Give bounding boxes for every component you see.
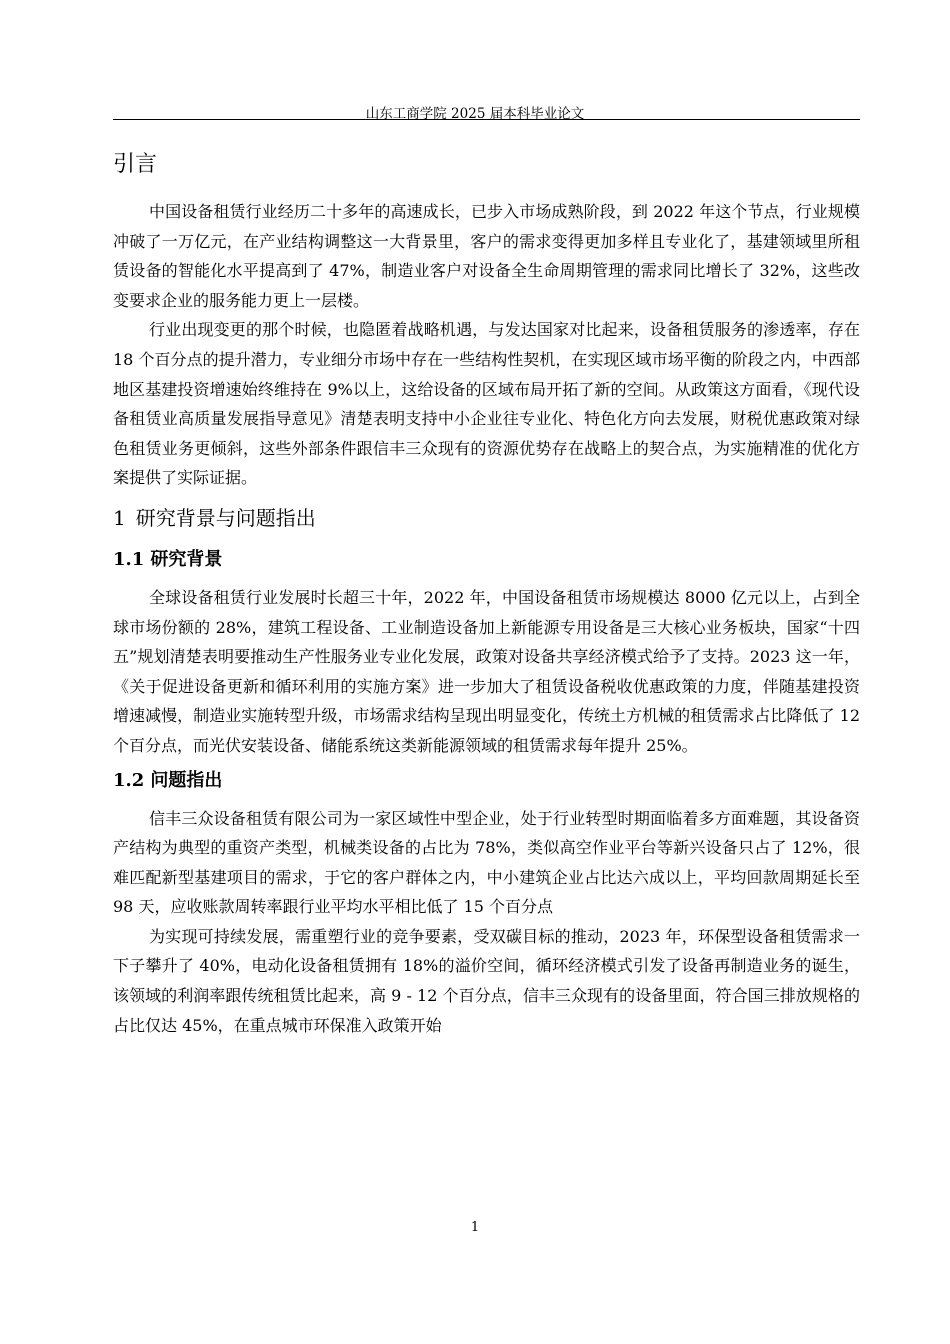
running-header: 山东工商学院 2025 届本科毕业论文 bbox=[365, 106, 585, 122]
section-1-1-paragraph: 全球设备租赁行业发展时长超三十年，2022 年，中国设备租赁市场规模达 8000 亿元以上，占到全球市场份额的 28%，建筑工程设备、工业制造设备加上新能源专用设备是三大核心业务板块，国家“十四五”规划清楚表明要推动生产性服务业专业化发展，政策对设备共享经济模式给予了支持。2023 这一年，《关于促进设备更新和循环利用的实施方案》进一步加大了租赁设备税收优惠政策的力度，伴随基建投资增速减慢，制造业实施转型升级，市场需求结构呈现出明显变化，传统土方机械的租赁需求占比降低了 12 个百分点，而光伏安装设备、储能系统这类新能源领域的租赁需求每年提升 25%。 bbox=[113, 587, 860, 755]
document-body bbox=[113, 140, 860, 1040]
section-1-heading bbox=[113, 496, 860, 540]
section-1-2-heading bbox=[113, 761, 860, 801]
intro-paragraph: 行业出现变更的那个时候，也隐匿着战略机遇，与发达国家对比起来，设备租赁服务的渗透率，存在 18 个百分点的提升潜力，专业细分市场中存在一些结构性契机，在实现区域市场平衡的阶段之内，中西部地区基建投资增速始终维持在 9%以上，这给设备的区域布局开拓了新的空间。从政策这方面看，《现代设备租赁业高质量发展指导意见》清楚表明支持中小企业往专业化、特色化方向去发展，财税优惠政策对绿色租赁业务更倾斜，这些外部条件跟信丰三众现有的资源优势存在战略上的契合点，为实施精准的优化方案提供了实际证据。 bbox=[113, 320, 860, 488]
section-1-2-number: 1.2 bbox=[113, 769, 145, 791]
section-1-2-paragraph: 信丰三众设备租赁有限公司为一家区域性中型企业，处于行业转型时期面临着多方面难题，其设备资产结构为典型的重资产类型，机械类设备的占比为 78%，类似高空作业平台等新兴设备只占了 12%，很难匹配新型基建项目的需求，于它的客户群体之内，中小建筑企业占比达六成以上，平均回款周期延长至 98 天，应收账款周转率跟行业平均水平相比低了 15 个百分点 bbox=[113, 808, 860, 917]
section-1-1-heading bbox=[113, 540, 860, 580]
page-number: 1 bbox=[470, 1220, 480, 1235]
intro-paragraph: 中国设备租赁行业经历二十多年的高速成长，已步入市场成熟阶段，到 2022 年这个节点，行业规模冲破了一万亿元，在产业结构调整这一大背景里，客户的需求变得更加多样且专业化了，基建领域里所租赁设备的智能化水平提高到了 47%，制造业客户对设备全生命周期管理的需求同比增长了 32%，这些改变要求企业的服务能力更上一层楼。 bbox=[113, 202, 860, 310]
section-1-number: 1 bbox=[113, 505, 126, 530]
section-1-2-title: 问题指出 bbox=[150, 769, 223, 791]
intro-heading: 引言 bbox=[113, 152, 158, 177]
section-1-title: 研究背景与问题指出 bbox=[135, 505, 316, 530]
section-1-1-title: 研究背景 bbox=[150, 548, 223, 570]
section-1-1-number: 1.1 bbox=[113, 548, 145, 570]
header-rule bbox=[113, 119, 860, 120]
section-1-2-paragraph: 为实现可持续发展，需重塑行业的竞争要素，受双碳目标的推动，2023 年，环保型设备租赁需求一下子攀升了 40%，电动化设备租赁拥有 18%的溢价空间，循环经济模式引发了设备再制造业务的诞生，该领域的利润率跟传统租赁比起来，高 9 - 12 个百分点，信丰三众现有的设备里面，符合国三排放规格的占比仅达 45%，在重点城市环保准入政策开始 bbox=[113, 926, 860, 1035]
